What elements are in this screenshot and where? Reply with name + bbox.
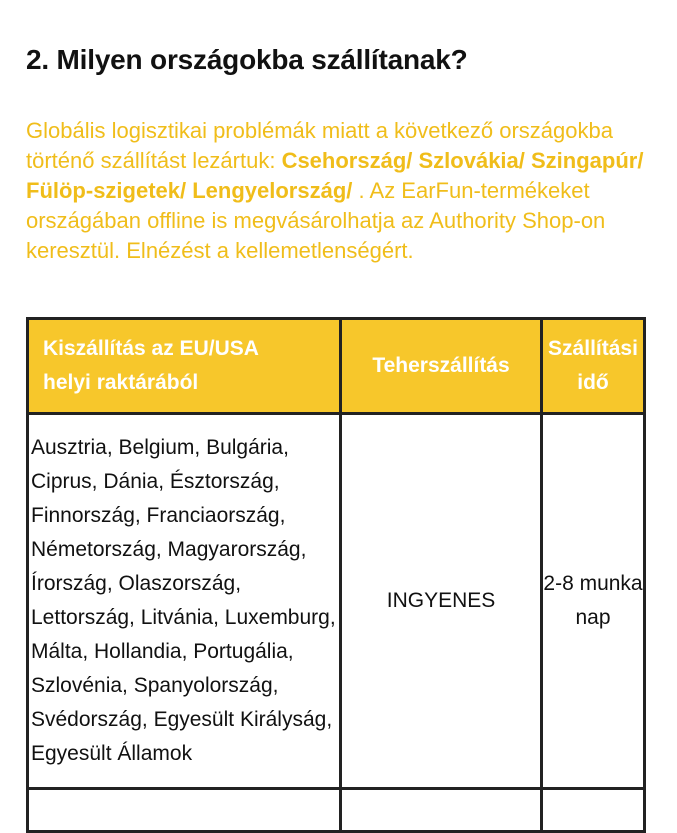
shipping-table xyxy=(26,317,646,833)
header-shipping: Teherszállítás xyxy=(341,319,542,414)
blocked-countries-list: Csehország/ Szlovákia/ Szingapúr/ Fülöp-szigetek/ Lengyelország/ xyxy=(26,148,644,203)
header-origin xyxy=(28,319,341,414)
next-row-cell xyxy=(28,789,341,832)
notice-text-after: . Az EarFun-termékeket országában offline is megvásárolhatja az Authority Shop-on keresztül. Elnézést a kellemetlenségért. xyxy=(26,178,606,263)
countries-cell: Ausztria, Belgium, Bulgária, Ciprus, Dánia, Észtország, Finnország, Franciaország, Németország, Magyarország, Írország, Olaszország, Lettország, Litvánia, Luxemburg, Málta, Hollandia, Portugália, Szlovénia, Spanyolország, Svédország, Egyesült Királyság, Egyesült Államok xyxy=(28,414,341,789)
header-origin-label: Kiszállítás az EU/USA helyi raktárából xyxy=(43,337,259,394)
table-header-row xyxy=(28,319,645,414)
faq-question-heading: 2. Milyen országokba szállítanak? xyxy=(26,44,468,75)
notice-text-before: Globális logisztikai problémák miatt a következő országokba történő szállítást lezártuk: xyxy=(26,118,613,173)
shipping-cost-cell: INGYENES xyxy=(341,414,542,789)
header-delivery-time: Szállítási idő xyxy=(542,319,645,414)
delivery-time-cell: 2-8 munkanap xyxy=(542,414,645,789)
next-row-cell xyxy=(542,789,645,832)
shipping-notice xyxy=(26,116,666,266)
next-row-cell xyxy=(341,789,542,832)
table-row xyxy=(28,414,645,789)
table-row xyxy=(28,789,645,832)
